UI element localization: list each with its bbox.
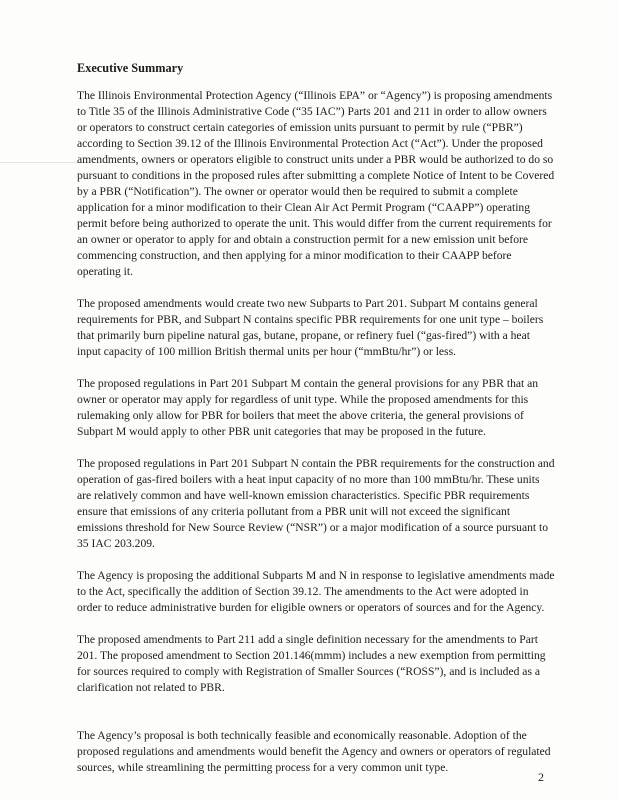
- document-body: [77, 60, 555, 792]
- paragraph-conclusion: The Agency’s proposal is both technically feasible and economically reasonable. Adoption of the proposed regulations and amendments would benefit the Agency and owners or operators of regulated sources, while streamlining the permitting process for a very common unit type.: [77, 729, 551, 774]
- paragraph-part-211: The proposed amendments to Part 211 add a single definition necessary for the amendments to Part 201. The proposed amendment to Section 201.146(mmm) includes a new exemption from permitting for sources required to comply with Registration of Smaller Sources (“ROSS”), and is included as a clarification not related to PBR.: [77, 633, 546, 694]
- paragraph-subpart-n: The proposed regulations in Part 201 Subpart N contain the PBR requirements for the construction and operation of gas-fired boilers with a heat input capacity of no more than 100 mmBtu/hr. These units are relatively common and have well-known emission characteristics. Specific PBR requirements ensure that emissions of any criteria pollutant from a PBR unit will not exceed the significant emissions threshold for New Source Review (“NSR”) or a major modification of a source pursuant to 35 IAC 203.209.: [77, 457, 555, 550]
- paragraph-subpart-m: The proposed regulations in Part 201 Subpart M contain the general provisions for any PBR that an owner or operator may apply for regardless of unit type. While the proposed amendments for this rulemaking only allow for PBR for boilers that meet the above criteria, the general provisions of Subpart M would apply to other PBR unit categories that may be proposed in the future.: [77, 377, 539, 438]
- section-heading: Executive Summary: [77, 61, 184, 75]
- paragraph-intro: The Illinois Environmental Protection Agency (“Illinois EPA” or “Agency”) is proposing amendments to Title 35 of the Illinois Administrative Code (“35 IAC”) Parts 201 and 211 in order to allow owners or operators to construct certain categories of emission units pursuant to permit by rule (“PBR”) according to Section 39.12 of the Illinois Environmental Protection Act (“Act”). Under the proposed amendments, owners or operators eligible to construct units under a PBR would be authorized to do so pursuant to conditions in the proposed rules after submitting a complete Notice of Intent to be Covered by a PBR (“Notification”). The owner or operator would then be required to submit a complete application for a minor modification to their Clean Air Act Permit Program (“CAAPP”) operating permit before being authorized to operate the unit. This would differ from the current requirements for an owner or operator to apply for and obtain a construction permit for a new emission unit before commencing construction, and then applying for a minor modification to their CAAPP before operating it.: [77, 89, 555, 278]
- paragraph-subparts: The proposed amendments would create two new Subparts to Part 201. Subpart M contains general requirements for PBR, and Subpart N contains specific PBR requirements for one unit type – boilers that primarily burn pipeline natural gas, butane, propane, or refinery fuel (“gas-fired”) with a heat input capacity of 100 million British thermal units per hour (“mmBtu/hr”) or less.: [77, 297, 544, 358]
- paragraph-legislative: The Agency is proposing the additional Subparts M and N in response to legislative amendments made to the Act, specifically the addition of Section 39.12. The amendments to the Act were adopted in order to reduce administrative burden for eligible owners or operators of sources and for the Agency.: [77, 569, 555, 614]
- page-number: 2: [538, 770, 544, 784]
